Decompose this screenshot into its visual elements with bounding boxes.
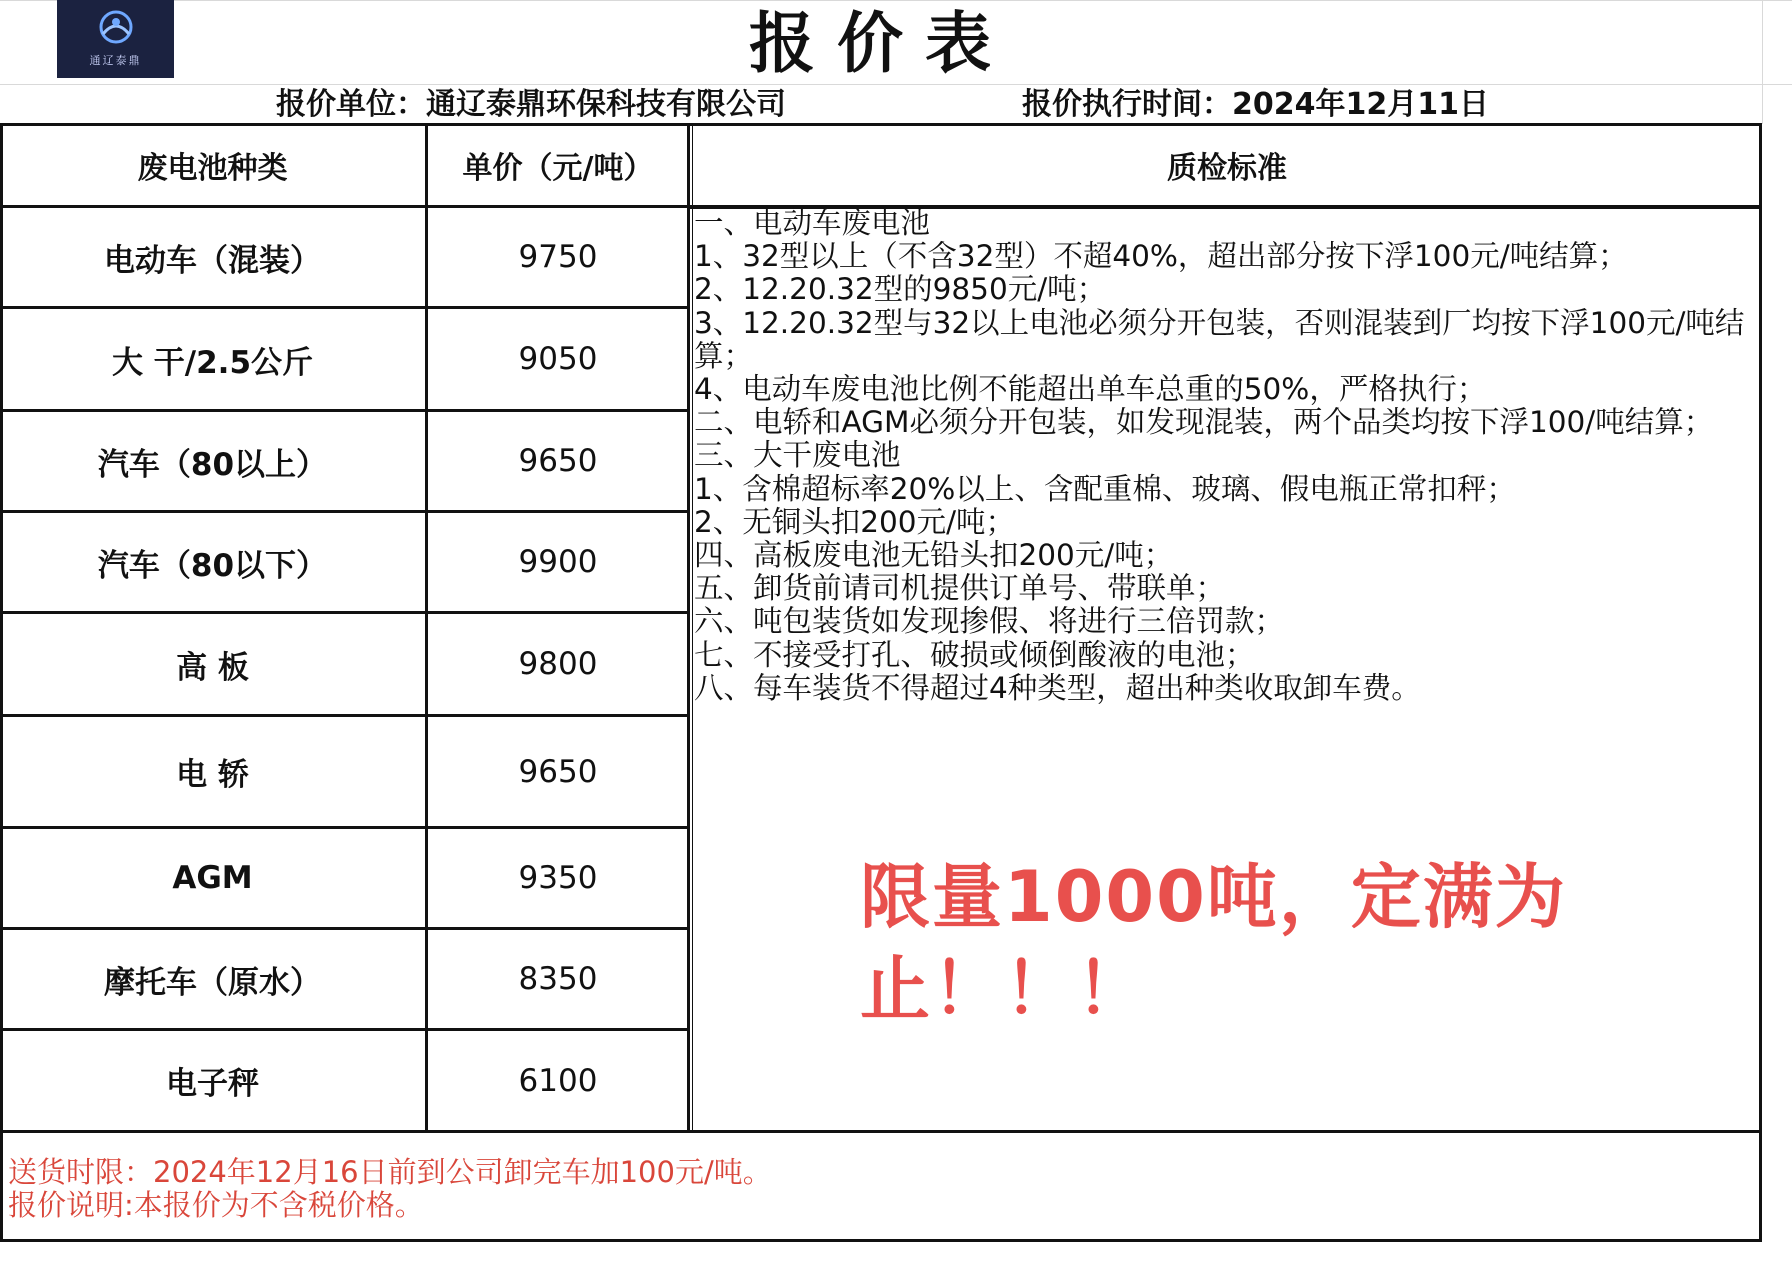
quote-unit: 报价单位：通辽泰鼎环保科技有限公司 xyxy=(276,87,786,122)
standard-line: 三、大干废电池 xyxy=(694,438,901,473)
row-name: 汽车（80以下） xyxy=(97,547,328,584)
meta-row xyxy=(0,88,1762,122)
row-price: 9050 xyxy=(518,341,598,377)
grid-line xyxy=(0,0,1792,1)
logo-text: 通辽泰鼎 xyxy=(89,54,142,67)
row-price: 9900 xyxy=(518,544,598,580)
standard-line: 六、吨包装货如发现掺假、将进行三倍罚款； xyxy=(694,604,1285,639)
row-price: 9650 xyxy=(518,753,598,790)
standard-line: 二、电轿和AGM必须分开包装，如发现混装，两个品类均按下浮100/吨结算； xyxy=(694,405,1714,440)
standard-line: 五、卸货前请司机提供订单号、带联单； xyxy=(694,571,1226,606)
standard-line: 四、高板废电池无铅头扣200元/吨； xyxy=(694,538,1174,573)
price-table xyxy=(0,123,1762,1130)
page-title: 报价表 xyxy=(749,5,1013,82)
row-price: 9350 xyxy=(518,860,598,896)
row-price: 6100 xyxy=(518,1062,598,1099)
column-divider-thin xyxy=(692,123,693,1133)
standard-line: 1、含棉超标率20%以上、含配重棉、玻璃、假电瓶正常扣秤； xyxy=(694,471,1516,506)
standard-line: 八、每车装货不得超过4种类型，超出种类收取卸车费。 xyxy=(694,670,1421,705)
quote-exec-time: 报价执行时间：2024年12月11日 xyxy=(1022,87,1489,122)
row-name: 电 轿 xyxy=(176,757,249,793)
row-price: 8350 xyxy=(518,961,598,997)
standard-line: 一、电动车废电池 xyxy=(694,206,931,240)
price-note: 报价说明:本报价为不含税价格。 xyxy=(8,1188,424,1222)
header-battery-type: 废电池种类 xyxy=(137,150,288,186)
row-name: 大 干/2.5公斤 xyxy=(111,344,314,381)
row-name: AGM xyxy=(172,860,253,896)
header-unit-price: 单价（元/吨） xyxy=(462,150,654,186)
row-name: 电子秤 xyxy=(166,1066,259,1102)
standard-line: 七、不接受打孔、破损或倾倒酸液的电池； xyxy=(694,637,1255,672)
standard-line: 3、12.20.32型与32以上电池必须分开包装，否则混装到厂均按下浮100元/吨结算； xyxy=(694,305,1745,373)
footer-notes xyxy=(0,1130,1762,1240)
row-name: 电动车（混装） xyxy=(104,242,321,279)
standard-line: 4、电动车废电池比例不能超出单车总重的50%，严格执行； xyxy=(694,372,1487,407)
standard-line: 1、32型以上（不含32型）不超40%，超出部分按下浮100元/吨结算； xyxy=(694,239,1628,274)
quality-standards xyxy=(694,207,1754,705)
header-quality-standard: 质检标准 xyxy=(1167,150,1287,186)
row-name: 汽车（80以上） xyxy=(97,446,328,483)
row-price: 9750 xyxy=(518,239,598,275)
grid-line xyxy=(0,84,1792,85)
row-price: 9800 xyxy=(518,646,598,682)
row-name: 摩托车（原水） xyxy=(104,964,321,1001)
standard-line: 2、无铜头扣200元/吨； xyxy=(694,504,1016,539)
row-price: 9650 xyxy=(518,443,598,479)
standard-line: 2、12.20.32型的9850元/吨； xyxy=(694,272,1107,307)
footer-text xyxy=(8,1156,772,1222)
delivery-deadline: 送货时限：2024年12月16日前到公司卸完车加100元/吨。 xyxy=(8,1155,772,1189)
limited-quantity-notice: 限量1000吨，定满为止！！！ xyxy=(860,856,1567,1030)
grid-line xyxy=(1762,0,1763,124)
row-name: 高 板 xyxy=(176,649,249,686)
